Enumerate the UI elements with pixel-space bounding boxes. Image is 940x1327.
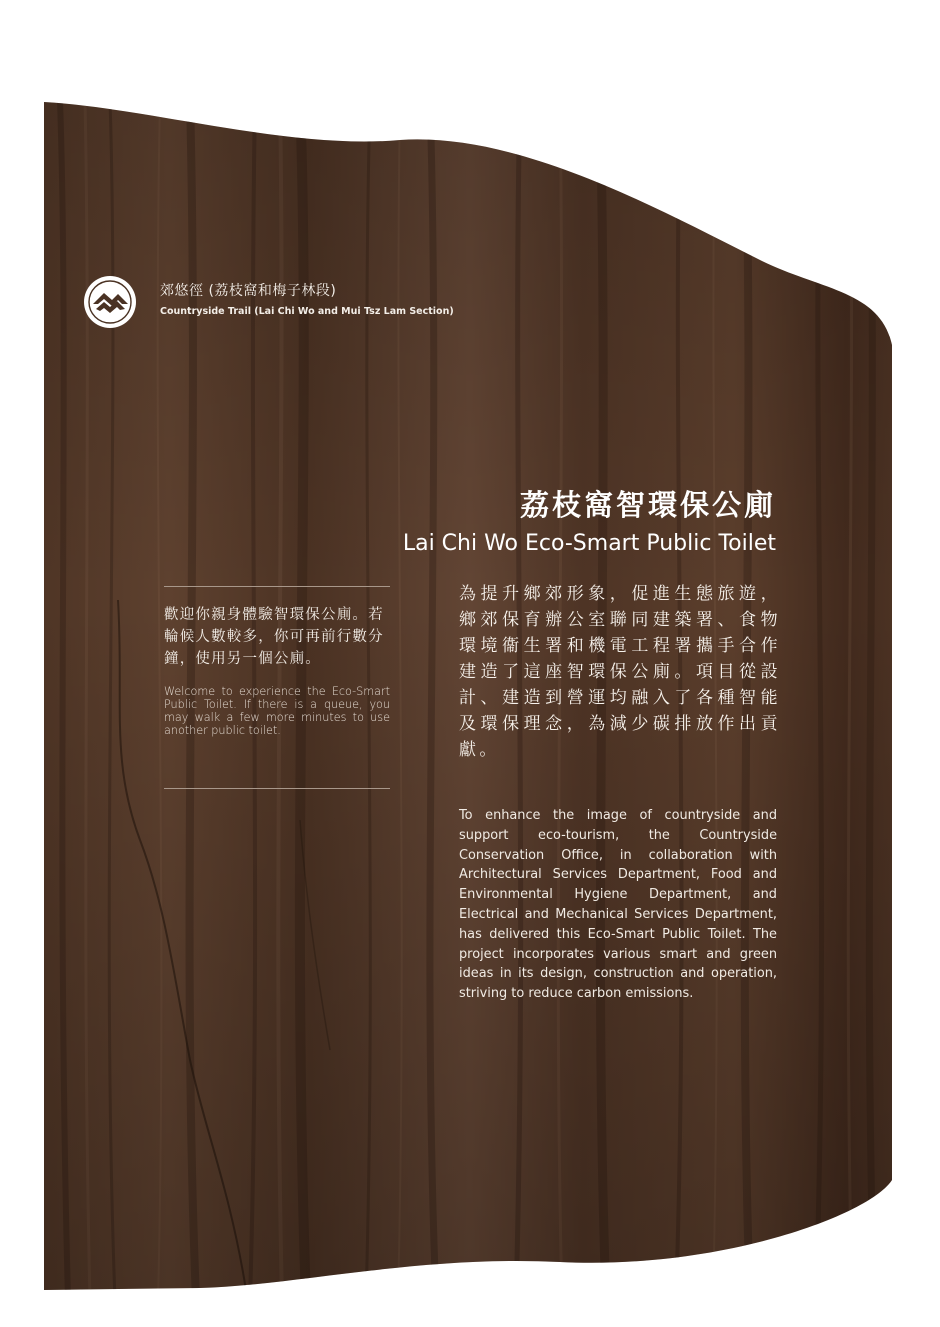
trail-name — [160, 281, 454, 320]
welcome-text-en: Welcome to experience the Eco-Smart Public Toilet. If there is a queue, you may walk a few more minutes to use another public toilet. — [164, 685, 390, 737]
title-zh: 荔枝窩智環保公廁 — [519, 488, 776, 522]
top-divider — [164, 586, 390, 587]
trail-name-zh: 郊悠徑 (荔枝窩和梅子林段) — [160, 283, 337, 299]
title-en: Lai Chi Wo Eco-Smart Public Toilet — [402, 531, 776, 556]
welcome-text-zh: 歡迎你親身體驗智環保公廁。若輪候人數較多，你可再前行數分鐘，使用另一個公廁。 — [164, 607, 384, 667]
bottom-divider — [164, 788, 390, 789]
trail-name-en: Countryside Trail (Lai Chi Wo and Mui Tsz Lam Section) — [160, 306, 454, 317]
page-title — [403, 487, 776, 559]
intro-text-en: To enhance the image of countryside and support eco-tourism, the Countryside Conservation Office, in collaboration with Architectural Services Department, Food and Environmental Hygiene Department, and Electrical and Mechanical Services Department, has delivered this Eco-Smart Public Toilet. The project incorporates various smart and green ideas in its design, construction and operation, striving to reduce carbon emissions. — [459, 808, 777, 1002]
intro-text-zh: 為提升鄉郊形象，促進生態旅遊，鄉郊保育辦公室聯同建築署、食物環境衞生署和機電工程署攜手合作建造了這座智環保公廁。項目從設計、建造到營運均融入了各種智能及環保理念，為減少碳排放作出貢獻。 — [459, 584, 781, 760]
trail-logo-icon — [82, 274, 138, 330]
